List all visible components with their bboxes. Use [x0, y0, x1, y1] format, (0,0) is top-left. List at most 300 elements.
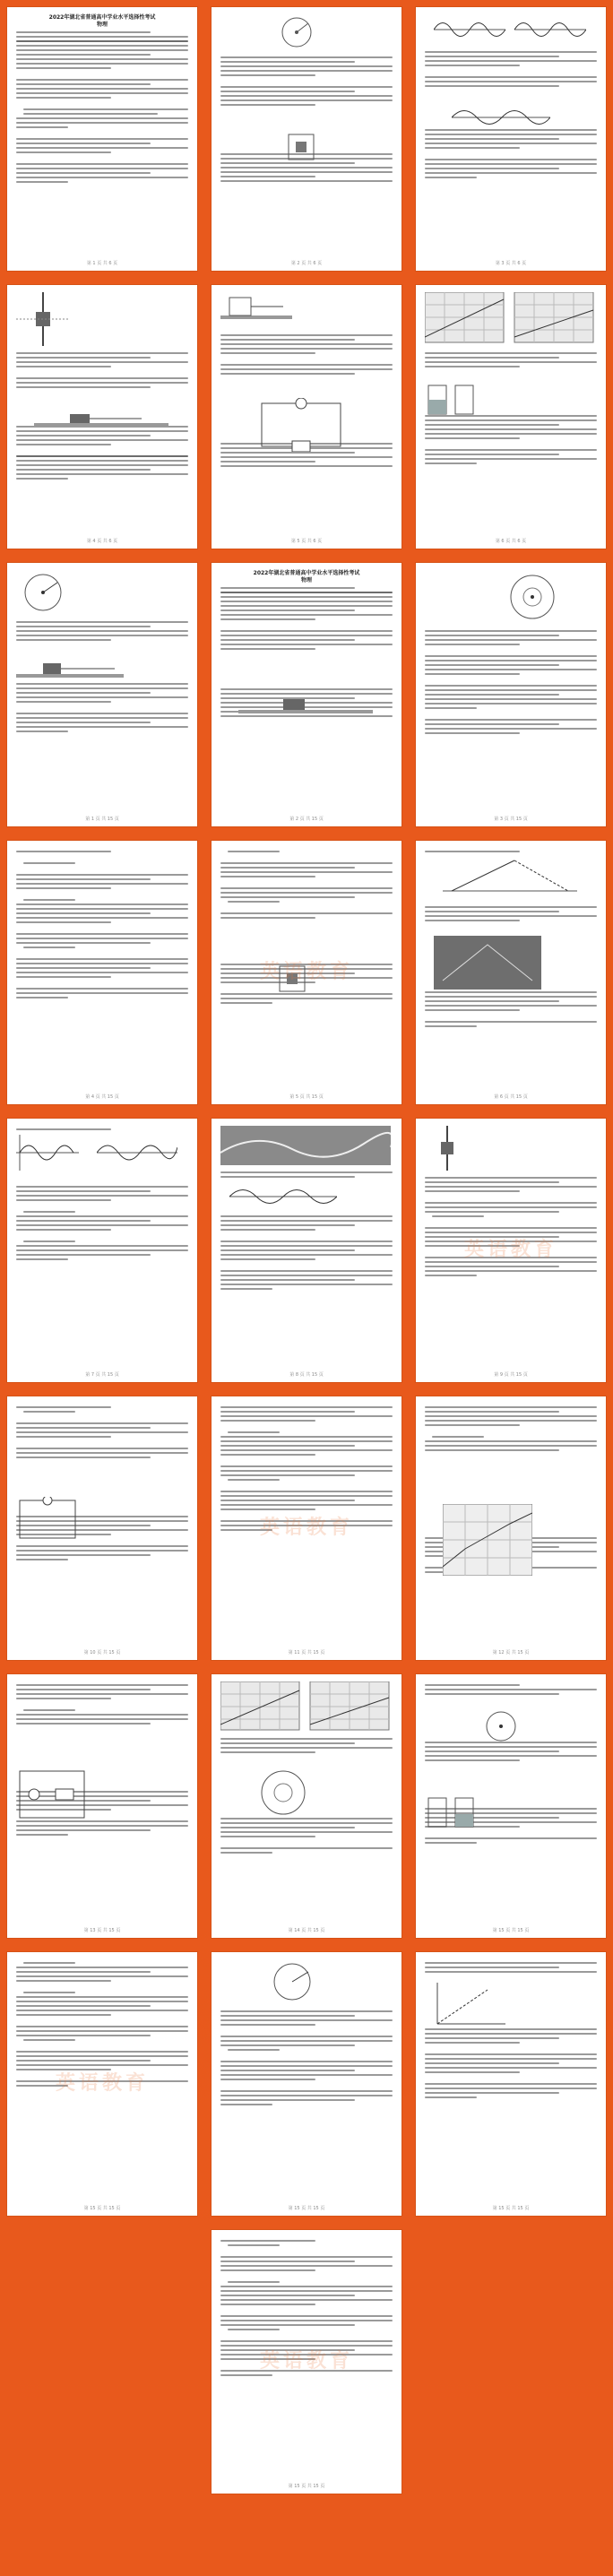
text-line [425, 1967, 559, 1968]
text-line [220, 2079, 315, 2080]
text-line [220, 1465, 393, 1467]
text-line [16, 730, 68, 732]
text-line [16, 2080, 188, 2082]
text-line [220, 1254, 393, 1256]
text-line [220, 2010, 393, 2012]
text-line [425, 366, 520, 367]
text-line [220, 912, 393, 914]
text-line [23, 108, 188, 110]
text-line [16, 921, 111, 923]
text-line [16, 1996, 188, 1998]
page-footer: 第 6 页 共 6 页 [495, 539, 527, 544]
text-line [425, 1684, 520, 1686]
text-line [425, 635, 559, 636]
text-line [425, 138, 559, 140]
text-line [16, 626, 151, 627]
text-line [425, 419, 597, 421]
text-line [16, 63, 188, 65]
text-line [220, 1525, 393, 1526]
ray-diagram [443, 855, 577, 900]
text-line [23, 1962, 75, 1964]
text-line [16, 1431, 188, 1433]
text-line [220, 892, 393, 894]
text-line [425, 2037, 559, 2039]
photo-figure [220, 1126, 391, 1165]
document-page [7, 285, 197, 549]
text-line [16, 2055, 188, 2057]
text-line [16, 722, 151, 723]
text-line [16, 54, 151, 56]
text-line [16, 1254, 151, 1256]
text-line [425, 462, 477, 464]
text-line [425, 1025, 477, 1027]
text-line [16, 97, 111, 99]
page-footer: 第 1 页 共 6 页 [86, 261, 118, 266]
text-line [425, 163, 597, 165]
text-line [425, 639, 597, 641]
text-line [16, 1229, 111, 1231]
text-line [16, 177, 188, 178]
text-line [220, 917, 315, 919]
circle-diagram [256, 1959, 328, 2004]
text-line [220, 688, 393, 690]
text-line [425, 1971, 597, 1973]
text-line [228, 2281, 280, 2283]
text-line [16, 143, 151, 144]
circle-diagram [479, 1708, 523, 1744]
text-line [425, 424, 559, 426]
text-line [220, 2295, 355, 2296]
apparatus-diagram [16, 656, 124, 683]
text-line [220, 862, 393, 864]
text-line [425, 65, 520, 66]
text-line [220, 348, 393, 350]
page-footer: 第 9 页 共 15 页 [494, 1372, 528, 1378]
wave-graph [16, 1135, 79, 1171]
text-line [16, 933, 188, 935]
text-line [220, 1215, 393, 1217]
text-line [425, 644, 520, 645]
text-line [23, 1211, 75, 1213]
text-line [425, 2042, 520, 2044]
text-line [16, 49, 188, 51]
text-line [425, 357, 559, 359]
text-line [220, 461, 315, 462]
text-line [220, 2036, 393, 2037]
text-line [16, 713, 188, 714]
text-line [220, 1508, 315, 1510]
text-line [425, 168, 559, 169]
text-line [425, 2028, 597, 2030]
text-line [16, 1249, 188, 1251]
page-footer: 第 15 页 共 15 页 [288, 2484, 325, 2489]
text-line [16, 2030, 188, 2032]
text-line [220, 1836, 315, 1837]
text-line [16, 473, 188, 475]
text-line [220, 693, 393, 695]
text-line [425, 159, 597, 160]
text-line [220, 104, 315, 106]
text-line [220, 1415, 393, 1417]
text-line [16, 366, 111, 367]
document-page [212, 563, 401, 826]
document-page [7, 1952, 197, 2216]
text-line [425, 1186, 597, 1188]
text-line [425, 458, 597, 460]
text-line [425, 728, 597, 730]
page-footer: 第 4 页 共 6 页 [86, 539, 118, 544]
text-line [220, 2299, 393, 2301]
text-line [425, 1177, 597, 1179]
page-footer: 第 10 页 共 15 页 [83, 1650, 121, 1655]
page-footer: 第 6 页 共 15 页 [494, 1094, 528, 1100]
document-page [212, 2230, 401, 2494]
text-line [425, 655, 597, 657]
text-line [220, 352, 315, 354]
text-line [425, 1266, 559, 1267]
text-line [16, 958, 188, 960]
text-line [16, 2060, 151, 2062]
text-line [16, 1258, 68, 1260]
coordinate-diagram [434, 1983, 505, 2027]
text-line [16, 117, 188, 119]
text-line [425, 669, 597, 670]
text-line [220, 2374, 272, 2376]
text-line [425, 694, 559, 696]
text-line [220, 2095, 393, 2096]
text-line [220, 65, 393, 67]
document-page [416, 1396, 606, 1660]
text-line [220, 1495, 393, 1497]
page-footer: 第 15 页 共 15 页 [492, 1928, 530, 1933]
page-subtitle: 物理 [300, 577, 312, 583]
text-line [16, 382, 188, 384]
text-line [425, 689, 597, 691]
text-line [16, 138, 188, 140]
text-line [220, 601, 393, 602]
text-line [425, 673, 520, 675]
text-line [16, 851, 111, 852]
device-diagram [274, 963, 310, 995]
text-line [16, 1457, 151, 1458]
text-line [220, 1220, 393, 1222]
text-line [16, 1834, 68, 1836]
text-line [425, 698, 597, 700]
text-line [220, 2290, 393, 2292]
text-line [425, 1445, 597, 1447]
text-line [425, 1689, 597, 1690]
text-line [16, 1215, 188, 1217]
text-line [220, 2024, 315, 2026]
text-line [220, 2019, 393, 2021]
text-line [220, 1470, 393, 1472]
text-line [425, 732, 520, 734]
page-footer: 第 2 页 共 6 页 [290, 261, 323, 266]
text-line [220, 2061, 393, 2062]
circle-diagram [247, 1766, 319, 1820]
document-page [212, 1674, 401, 1938]
text-line [220, 1258, 315, 1260]
page-footer: 第 15 页 共 15 页 [492, 2206, 530, 2211]
text-line [220, 99, 393, 101]
text-line [425, 1181, 559, 1183]
text-line [425, 1693, 559, 1695]
text-line [16, 912, 151, 914]
text-line [220, 86, 393, 88]
grid-graph [220, 1681, 391, 1732]
text-line [220, 635, 393, 636]
text-line [16, 1693, 188, 1695]
text-line [16, 1436, 111, 1438]
page-footer: 第 15 页 共 15 页 [288, 2206, 325, 2211]
text-line [220, 1520, 393, 1522]
text-line [16, 172, 151, 174]
page-footer: 第 2 页 共 15 页 [289, 817, 324, 822]
text-line [425, 172, 597, 174]
text-line [425, 991, 597, 993]
text-line [16, 1245, 188, 1247]
watermark: 英语教育 [463, 1238, 557, 1262]
text-line [220, 1284, 393, 1285]
text-line [16, 639, 111, 641]
text-line [425, 2092, 559, 2094]
text-line [425, 2067, 597, 2069]
text-line [16, 386, 151, 388]
document-page [416, 285, 606, 549]
text-line [425, 56, 559, 57]
text-line [23, 113, 158, 115]
text-line [425, 1746, 597, 1748]
text-line [220, 1449, 393, 1451]
text-line [16, 903, 188, 905]
text-line [16, 1967, 188, 1968]
text-line [16, 1554, 151, 1556]
document-page [416, 1674, 606, 1938]
text-line [425, 1420, 597, 1422]
text-line [16, 1186, 188, 1188]
text-line [220, 605, 393, 607]
text-line [16, 147, 188, 149]
text-line [425, 2062, 559, 2064]
text-line [228, 2244, 280, 2246]
text-line [16, 460, 188, 462]
text-line [425, 2096, 477, 2098]
text-line [425, 134, 597, 135]
text-line [16, 1128, 111, 1130]
text-line [220, 2269, 315, 2271]
document-page [212, 1952, 401, 2216]
text-line [220, 465, 393, 467]
document-page [416, 841, 606, 1104]
text-line [425, 1000, 559, 1002]
text-line [220, 368, 393, 370]
text-line [16, 455, 188, 457]
text-line [425, 1842, 477, 1844]
text-line [16, 1406, 111, 1408]
text-line [220, 456, 393, 458]
text-line [16, 1190, 151, 1192]
text-line [425, 1009, 520, 1011]
watermark: 英语教育 [259, 1516, 353, 1540]
watermark: 英语教育 [55, 2071, 149, 2096]
text-line [16, 478, 68, 480]
text-line [16, 435, 151, 437]
text-line [220, 596, 393, 598]
text-line [16, 163, 188, 165]
text-line [220, 1440, 393, 1442]
text-line [16, 31, 151, 33]
text-line [220, 1279, 355, 1281]
circle-diagram [16, 570, 70, 615]
text-line [220, 1406, 393, 1408]
text-line [16, 717, 188, 719]
text-line [228, 851, 280, 852]
text-line [220, 1270, 393, 1272]
text-line [425, 1202, 597, 1204]
text-line [16, 464, 188, 466]
page-footer: 第 3 页 共 15 页 [494, 817, 528, 822]
text-line [16, 181, 68, 183]
text-line [425, 2071, 520, 2073]
text-line [220, 2240, 315, 2242]
page-footer: 第 12 页 共 15 页 [492, 1650, 530, 1655]
text-line [425, 1005, 597, 1007]
text-line [16, 1220, 151, 1222]
text-line [425, 361, 597, 363]
text-line [220, 1275, 393, 1276]
text-line [16, 151, 111, 153]
text-line [425, 352, 597, 354]
text-line [220, 896, 355, 898]
text-line [16, 635, 188, 636]
document-page [416, 563, 606, 826]
text-line [425, 1424, 520, 1426]
text-line [220, 2090, 393, 2092]
text-line [23, 1411, 75, 1413]
text-line [16, 1829, 151, 1831]
text-line [16, 1195, 188, 1197]
text-line [23, 1992, 75, 1993]
text-line [16, 1427, 151, 1429]
text-line [16, 2026, 188, 2027]
text-line [220, 614, 393, 616]
text-line [425, 911, 559, 912]
text-line [425, 147, 520, 149]
text-line [16, 963, 188, 964]
text-line [16, 79, 188, 81]
wave-graph [434, 14, 586, 45]
text-line [220, 373, 355, 375]
document-page [212, 1119, 401, 1382]
text-line [220, 2256, 393, 2258]
text-line [220, 2040, 393, 2042]
text-line [220, 334, 393, 336]
page-title: 2022年湖北省普通高中学业水平选择性考试 [48, 14, 156, 21]
text-line [16, 917, 188, 919]
text-line [425, 2058, 597, 2060]
text-line [220, 648, 315, 650]
page-footer: 第 1 页 共 15 页 [85, 817, 119, 822]
text-line [220, 91, 355, 92]
container-diagram [425, 1794, 479, 1830]
text-line [16, 988, 188, 990]
text-line [220, 1831, 393, 1833]
text-line [220, 887, 393, 889]
text-line [220, 1420, 315, 1422]
text-line [220, 1245, 393, 1247]
text-line [220, 167, 393, 169]
text-line [425, 630, 597, 632]
text-line [16, 1550, 188, 1552]
text-line [16, 36, 188, 38]
circuit-diagram [256, 398, 346, 452]
text-line [425, 81, 597, 82]
text-line [425, 1962, 597, 1964]
text-line [220, 1738, 393, 1740]
text-line [220, 1751, 315, 1753]
document-page [212, 841, 401, 1104]
text-line [432, 1436, 484, 1438]
page-footer: 第 4 页 共 15 页 [85, 1094, 119, 1100]
text-line [16, 992, 188, 994]
text-line [425, 1240, 597, 1242]
text-line [220, 998, 393, 999]
text-line [23, 1709, 75, 1711]
text-line [425, 1411, 559, 1413]
text-line [220, 2074, 393, 2076]
text-line [220, 95, 393, 97]
text-line [220, 176, 315, 177]
text-line [16, 352, 188, 354]
text-line [425, 143, 597, 144]
watermark: 英语教育 [259, 960, 353, 984]
text-line [220, 2070, 355, 2071]
text-line [425, 1232, 597, 1233]
text-line [16, 45, 188, 47]
text-line [220, 1002, 272, 1004]
text-line [23, 862, 75, 864]
text-line [16, 1975, 188, 1977]
text-line [425, 428, 597, 430]
text-line [425, 707, 477, 709]
page-footer: 第 11 页 共 15 页 [288, 1650, 325, 1655]
text-line [16, 1452, 188, 1454]
text-line [16, 2005, 151, 2007]
text-line [220, 587, 355, 589]
text-line [425, 60, 597, 62]
document-page [7, 1396, 197, 1660]
text-line [16, 2001, 188, 2002]
watermark: 英语教育 [259, 2349, 353, 2373]
text-line [220, 2099, 355, 2101]
text-line [16, 439, 188, 441]
text-line [425, 1759, 520, 1761]
text-line [425, 1206, 597, 1208]
text-line [220, 1504, 393, 1506]
text-line [16, 1199, 111, 1201]
text-line [220, 1747, 393, 1749]
text-line [220, 1176, 355, 1178]
text-line [220, 618, 315, 620]
text-line [16, 126, 68, 128]
text-line [16, 2014, 111, 2016]
text-line [220, 2320, 393, 2321]
text-line [16, 361, 188, 363]
text-line [220, 867, 355, 869]
text-line [220, 1240, 393, 1242]
text-line [425, 1257, 597, 1258]
text-line [220, 1491, 393, 1492]
